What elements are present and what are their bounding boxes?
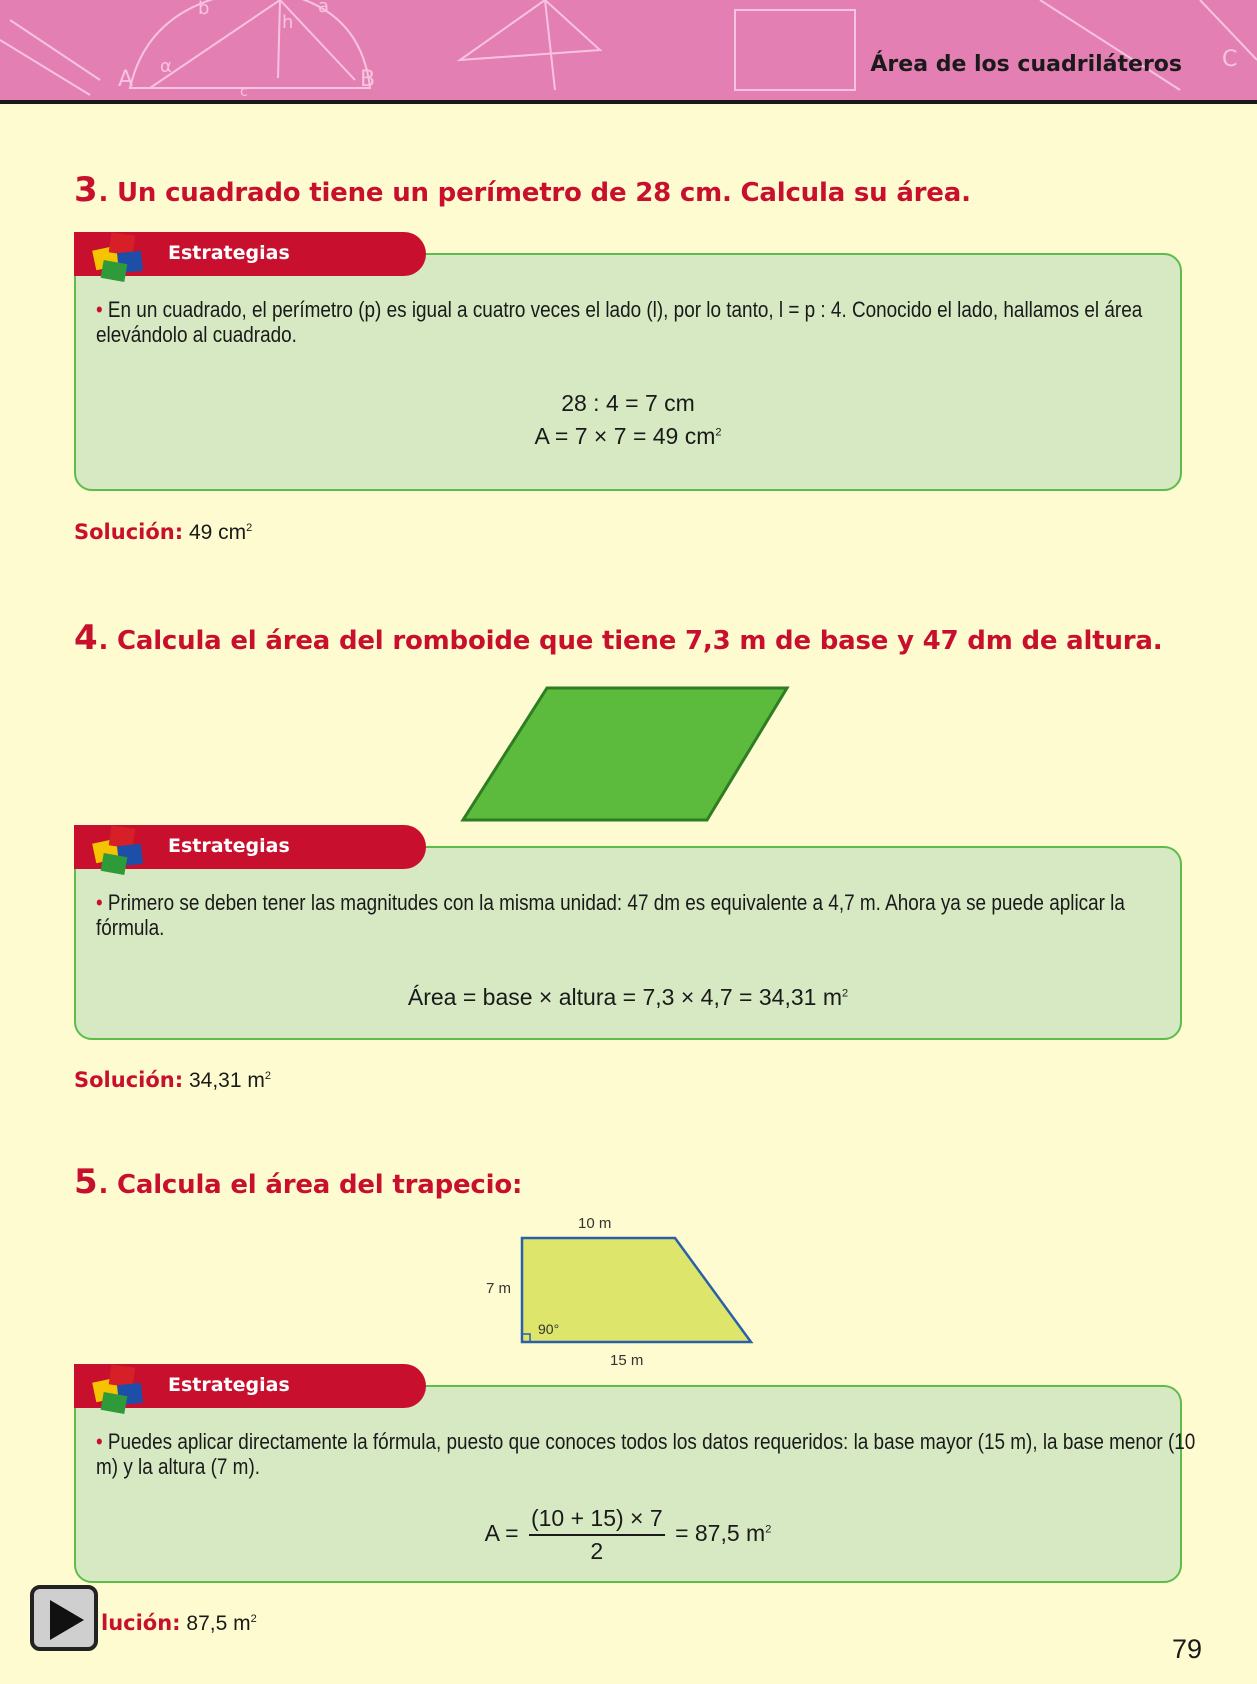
- exercise-title-text: . Un cuadrado tiene un perímetro de 28 cm. Calcula su área.: [98, 178, 971, 208]
- strategy-paragraph: En un cuadrado, el perímetro (p) es igual a cuatro veces el lado (l), por lo tanto, l = p : 4. Conocido el lado, hallamos el área elevándolo al cuadrado.: [96, 297, 1143, 347]
- header-art-label: h: [282, 12, 294, 33]
- header-art-label: A: [118, 67, 134, 92]
- trapezoid-angle-label: 90°: [538, 1321, 560, 1337]
- strategy-label: Estrategias: [168, 835, 290, 857]
- strategy-box-5: [74, 1385, 1196, 1583]
- rhomboid-figure: [455, 680, 795, 826]
- page-title: Área de los cuadriláteros: [870, 52, 1182, 77]
- header-art-label: C: [1222, 47, 1238, 72]
- solution-exponent: 2: [246, 522, 253, 534]
- strategy-label: Estrategias: [168, 242, 290, 264]
- solution-exponent: 2: [250, 1613, 257, 1625]
- exercise-number: 5: [74, 1162, 98, 1202]
- exercise-title-text: . Calcula el área del trapecio:: [98, 1170, 523, 1200]
- formula-line: [76, 984, 1180, 1011]
- exercise-title-text: . Calcula el área del romboide que tiene 7,3 m de base y 47 dm de altura.: [98, 626, 1163, 656]
- trapezoid-figure: [480, 1210, 770, 1370]
- bullet-icon: •: [96, 297, 108, 322]
- formula-line: [76, 1505, 1180, 1565]
- puzzle-icon: [88, 1358, 158, 1416]
- header-art-label: a: [318, 0, 330, 17]
- trapezoid-top-label: 10 m: [578, 1215, 612, 1232]
- formula-fraction: [529, 1505, 665, 1565]
- strategy-text: [96, 1429, 1197, 1479]
- trapezoid-height-label: 7 m: [486, 1280, 512, 1297]
- exercise-3-title: [74, 170, 971, 210]
- formula-exponent: 2: [841, 987, 849, 1000]
- strategy-paragraph: Puedes aplicar directamente la fórmula, puesto que conoces todos los datos requeridos: la base mayor (15 m), la base menor (10 m) y la altura (7 m).: [96, 1429, 1196, 1479]
- solution-value: 49 cm: [188, 521, 247, 544]
- play-icon: [50, 1600, 84, 1640]
- bullet-icon: •: [96, 890, 108, 915]
- formula-exponent: 2: [715, 426, 722, 439]
- bullet-icon: •: [96, 1429, 108, 1454]
- play-button[interactable]: [30, 1585, 98, 1651]
- solution-value: 87,5 m: [186, 1612, 251, 1635]
- strategy-box-4: [74, 846, 1182, 1040]
- fraction-denominator: 2: [590, 1538, 604, 1564]
- formula-line: 28 : 4 = 7 cm: [561, 390, 695, 416]
- strategy-box-3: [74, 253, 1182, 491]
- puzzle-icon: [88, 226, 158, 284]
- exercise-5-title: [74, 1162, 522, 1202]
- strategy-tab-4: [74, 825, 426, 869]
- solution-exponent: 2: [264, 1070, 271, 1082]
- solution-label: Solución:: [74, 1068, 184, 1092]
- strategy-text: [96, 297, 1197, 347]
- header-art-label: B: [360, 67, 376, 92]
- header-art-label: α: [160, 56, 172, 77]
- exercise-4-title: [74, 618, 1162, 658]
- solution-3: [74, 520, 252, 545]
- formula-exponent: 2: [765, 1523, 772, 1536]
- solution-label: Solución:: [74, 520, 184, 544]
- page-header: [0, 0, 1257, 104]
- formula-text: A = 7 × 7 = 49 cm: [534, 423, 716, 449]
- formula-prefix: A =: [484, 1520, 519, 1547]
- strategy-label: Estrategias: [168, 1374, 290, 1396]
- header-geometry-illustration: [0, 0, 1257, 100]
- formula-suffix: = 87,5 m: [675, 1520, 766, 1547]
- fraction-numerator: (10 + 15) × 7: [529, 1505, 665, 1536]
- exercise-number: 4: [74, 618, 98, 658]
- puzzle-icon: [88, 819, 158, 877]
- header-art-label: c: [240, 84, 248, 100]
- trapezoid-bottom-label: 15 m: [610, 1352, 644, 1369]
- solution-5: [101, 1611, 257, 1636]
- solution-value: 34,31 m: [188, 1069, 265, 1092]
- strategy-paragraph: Primero se deben tener las magnitudes con la misma unidad: 47 dm es equivalente a 4,7 m. Ahora ya se puede aplicar la fórmula.: [96, 890, 1125, 940]
- solution-label: lución:: [101, 1611, 181, 1635]
- formula-text: Área = base × altura = 7,3 × 4,7 = 34,31 m: [407, 984, 842, 1010]
- strategy-text: [96, 890, 1197, 940]
- formula-line: [76, 423, 1180, 450]
- header-art-label: b: [198, 0, 210, 19]
- strategy-tab-3: [74, 232, 426, 276]
- exercise-number: 3: [74, 170, 98, 210]
- solution-4: [74, 1068, 271, 1093]
- page-number: 79: [1172, 1634, 1203, 1664]
- strategy-tab-5: [74, 1364, 426, 1408]
